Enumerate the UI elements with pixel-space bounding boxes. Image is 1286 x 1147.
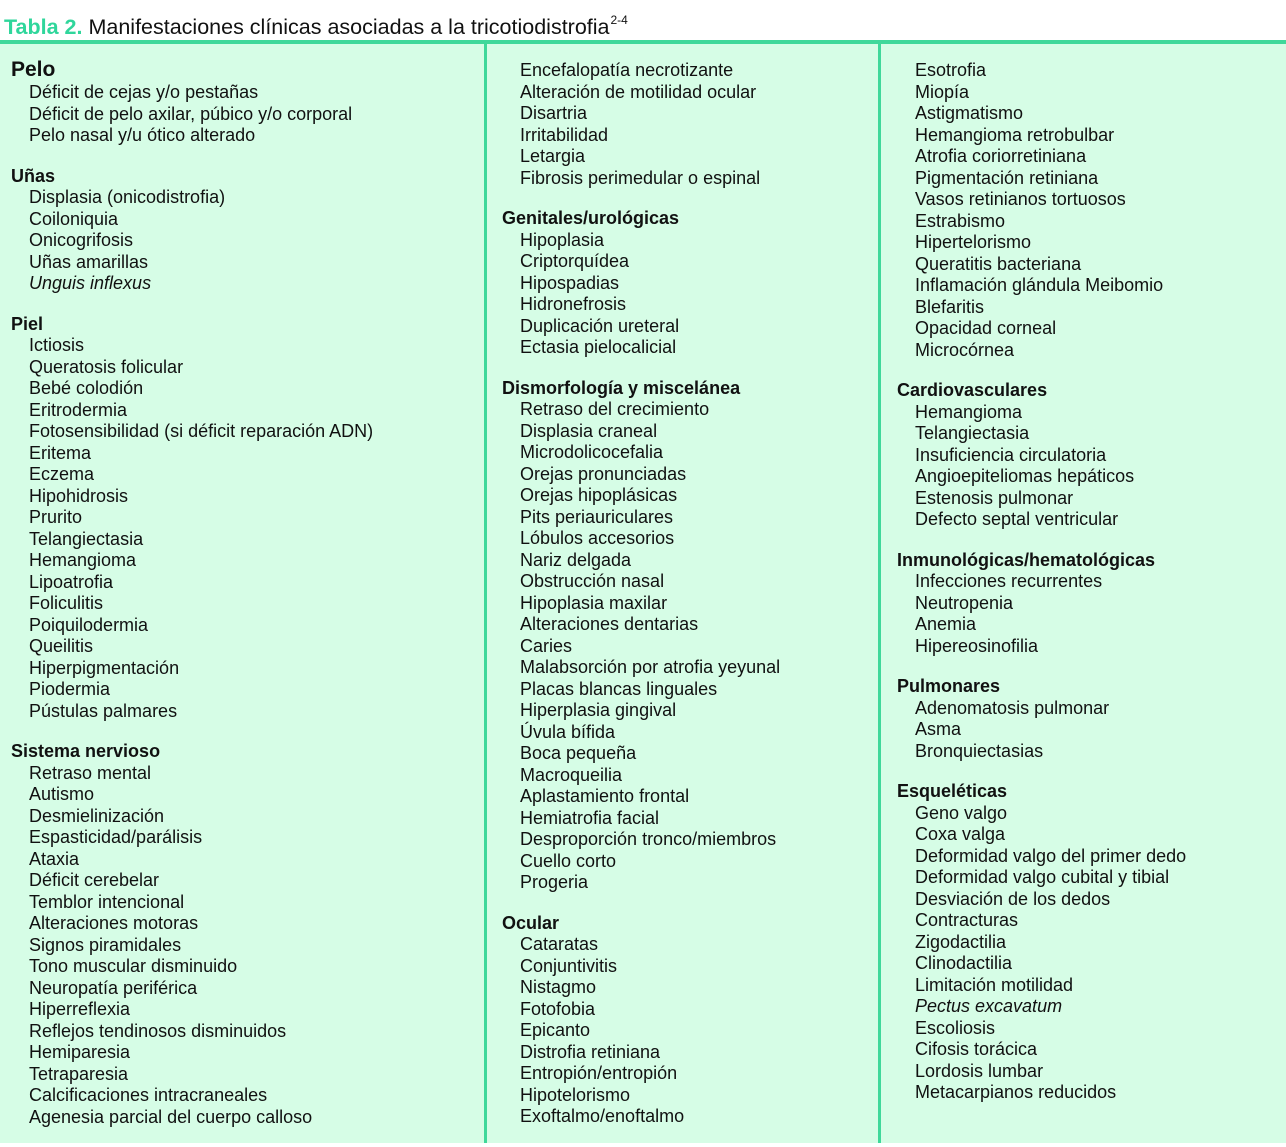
list-item: Escoliosis — [915, 1017, 996, 1038]
list-item: Cataratas — [520, 934, 599, 954]
list-item: Déficit cerebelar — [29, 870, 160, 890]
list-item: Tetraparesia — [29, 1063, 129, 1084]
list-item: Anemia — [915, 614, 977, 634]
list-item: Encefalopatía necrotizante — [520, 60, 734, 80]
list-item: Disartria — [520, 103, 588, 123]
list-item: Lordosis lumbar — [915, 1060, 1044, 1081]
list-item: Bronquiectasias — [915, 740, 1044, 761]
list-item: Queratosis folicular — [29, 356, 184, 377]
section — [11, 58, 484, 147]
list-item: Agenesia parcial del cuerpo calloso — [29, 1106, 313, 1127]
list-item: Desproporción tronco/miembros — [520, 829, 777, 849]
list-item: Clinodactilia — [915, 953, 1013, 973]
list-item: Desmielinización — [29, 805, 165, 826]
list-item: Orejas pronunciadas — [520, 463, 687, 484]
list-item: Hiperpigmentación — [29, 657, 180, 678]
list-item: Caries — [520, 635, 573, 656]
list-item: Hidronefrosis — [520, 294, 627, 314]
table-column-1 — [0, 44, 484, 1143]
list-item: Obstrucción nasal — [520, 571, 665, 591]
list-item: Hipotelorismo — [520, 1084, 631, 1105]
list-item: Vasos retinianos tortuosos — [915, 189, 1126, 209]
section — [502, 208, 878, 359]
section-items — [11, 763, 484, 1129]
list-item: Alteraciones motoras — [29, 913, 199, 933]
list-item: Hemangioma — [915, 401, 1023, 422]
list-item: Alteración de motilidad ocular — [520, 81, 757, 102]
section-items — [897, 571, 1286, 657]
section-items — [502, 399, 878, 894]
list-item: Pelo nasal y/u ótico alterado — [29, 125, 256, 145]
table-number: Tabla 2. — [4, 15, 83, 39]
list-item: Espasticidad/parálisis — [29, 827, 203, 847]
list-item: Nariz delgada — [520, 549, 632, 570]
list-item: Reflejos tendinosos disminuidos — [29, 1020, 287, 1041]
list-item: Nistagmo — [520, 977, 597, 997]
list-item: Piodermia — [29, 679, 111, 699]
list-item: Bebé colodión — [29, 378, 144, 398]
section — [11, 166, 484, 295]
list-item: Letargia — [520, 146, 586, 166]
list-item: Contracturas — [915, 910, 1019, 930]
list-item: Displasia craneal — [520, 420, 658, 441]
list-item: Geno valgo — [915, 802, 1008, 823]
list-item: Microcórnea — [915, 339, 1015, 360]
list-item: Hipoplasia maxilar — [520, 592, 668, 613]
list-item: Retraso mental — [29, 762, 152, 783]
list-item: Calcificaciones intracraneales — [29, 1085, 268, 1105]
list-item: Ataxia — [29, 848, 80, 869]
list-item: Estenosis pulmonar — [915, 487, 1074, 508]
list-item: Pigmentación retiniana — [915, 167, 1099, 188]
list-item: Ictiosis — [29, 335, 85, 355]
table-title: Manifestaciones clínicas asociadas a la tricotiodistrofia — [88, 15, 610, 39]
list-item: Microdolicocefalia — [520, 442, 664, 462]
list-item: Irritabilidad — [520, 124, 609, 145]
section — [897, 380, 1286, 531]
list-item: Telangiectasia — [29, 528, 144, 549]
section-heading: Ocular — [502, 912, 560, 933]
list-item: Eritrodermia — [29, 399, 128, 420]
list-item: Progeria — [520, 872, 589, 892]
list-item: Hemangioma retrobulbar — [915, 124, 1115, 145]
list-item: Malabsorción por atrofia yeyunal — [520, 657, 781, 677]
list-item: Hipoplasia — [520, 229, 605, 250]
list-item: Alteraciones dentarias — [520, 614, 699, 634]
table-body — [0, 40, 1286, 1143]
list-item: Conjuntivitis — [520, 955, 618, 976]
list-item: Coxa valga — [915, 824, 1006, 844]
section-heading: Piel — [11, 313, 44, 334]
list-item: Prurito — [29, 507, 83, 527]
list-item: Hemiatrofia facial — [520, 807, 660, 828]
list-item: Poiquilodermia — [29, 614, 149, 635]
list-item: Displasia (onicodistrofia) — [29, 187, 226, 207]
list-item: Telangiectasia — [915, 423, 1030, 443]
list-item: Deformidad valgo del primer dedo — [915, 845, 1187, 866]
list-item: Orejas hipoplásicas — [520, 485, 678, 505]
list-item: Epicanto — [520, 1020, 591, 1040]
list-item: Déficit de cejas y/o pestañas — [29, 82, 259, 102]
list-item: Hipohidrosis — [29, 485, 129, 506]
list-item: Úvula bífida — [520, 721, 616, 742]
section — [897, 781, 1286, 1104]
list-item: Eritema — [29, 442, 92, 463]
list-item: Hipospadias — [520, 272, 620, 293]
list-item: Duplicación ureteral — [520, 315, 680, 336]
list-item: Hemangioma — [29, 550, 137, 570]
section — [11, 741, 484, 1128]
list-item: Coiloniquia — [29, 208, 119, 229]
section-items — [11, 82, 484, 147]
list-item: Fotofobia — [520, 998, 596, 1019]
list-item: Unguis inflexus — [29, 273, 152, 293]
list-item: Neuropatía periférica — [29, 977, 198, 998]
section-items — [897, 402, 1286, 531]
section-items — [897, 698, 1286, 763]
section-heading: Inmunológicas/hematológicas — [897, 549, 1156, 570]
list-item: Eczema — [29, 464, 95, 484]
list-item: Adenomatosis pulmonar — [915, 697, 1110, 718]
list-item: Astigmatismo — [915, 103, 1024, 123]
table-column-2 — [487, 44, 878, 1143]
list-item: Onicogrifosis — [29, 230, 134, 250]
list-item: Estrabismo — [915, 210, 1006, 231]
section — [502, 60, 878, 189]
list-item: Macroqueilia — [520, 764, 623, 785]
list-item: Fotosensibilidad (si déficit reparación ADN) — [29, 421, 374, 441]
list-item: Hiperplasia gingival — [520, 700, 677, 720]
list-item: Signos piramidales — [29, 934, 182, 955]
list-item: Pústulas palmares — [29, 700, 178, 721]
section — [502, 378, 878, 894]
section-heading: Genitales/urológicas — [502, 208, 680, 228]
list-item: Fibrosis perimedular o espinal — [520, 167, 761, 188]
list-item: Miopía — [915, 81, 970, 102]
column-1-sections — [0, 58, 484, 1147]
section — [11, 314, 484, 723]
list-item: Criptorquídea — [520, 251, 630, 271]
list-item: Lóbulos accesorios — [520, 528, 675, 548]
section-items — [11, 335, 484, 722]
list-item: Desviación de los dedos — [915, 888, 1111, 909]
list-item: Zigodactilia — [915, 931, 1007, 952]
section-heading: Cardiovasculares — [897, 380, 1048, 400]
list-item: Asma — [915, 719, 962, 739]
section-items — [502, 934, 878, 1128]
list-item: Uñas amarillas — [29, 251, 149, 272]
list-item: Foliculitis — [29, 593, 104, 613]
section — [897, 550, 1286, 658]
list-item: Hipertelorismo — [915, 232, 1032, 252]
list-item: Déficit de pelo axilar, púbico y/o corporal — [29, 103, 353, 124]
list-item: Hipereosinofilia — [915, 635, 1039, 656]
list-item: Insuficiencia circulatoria — [915, 444, 1107, 465]
list-item: Blefaritis — [915, 296, 985, 317]
list-item: Queratitis bacteriana — [915, 253, 1082, 274]
section-heading: Dismorfología y miscelánea — [502, 377, 741, 398]
list-item: Exoftalmo/enoftalmo — [520, 1106, 685, 1126]
list-item: Defecto septal ventricular — [915, 509, 1119, 529]
list-item: Cifosis torácica — [915, 1039, 1038, 1059]
section-heading: Sistema nervioso — [11, 741, 161, 761]
section-items — [502, 230, 878, 359]
table-column-3 — [881, 44, 1286, 1143]
list-item: Infecciones recurrentes — [915, 571, 1103, 591]
list-item: Neutropenia — [915, 592, 1014, 613]
list-item: Hiperreflexia — [29, 999, 131, 1019]
list-item: Distrofia retiniana — [520, 1041, 661, 1062]
section-items — [897, 60, 1286, 361]
list-item: Opacidad corneal — [915, 318, 1057, 338]
list-item: Esotrofia — [915, 60, 987, 80]
section-items — [502, 60, 878, 189]
reference-superscript: 2-4 — [610, 13, 628, 27]
list-item: Autismo — [29, 784, 95, 804]
list-item: Queilitis — [29, 636, 94, 656]
section-heading: Pulmonares — [897, 676, 1001, 696]
section-items — [11, 187, 484, 295]
list-item: Temblor intencional — [29, 891, 185, 912]
list-item: Pits periauriculares — [520, 506, 674, 527]
list-item: Inflamación glándula Meibomio — [915, 275, 1164, 295]
section-heading: Esqueléticas — [897, 781, 1008, 801]
list-item: Angioepiteliomas hepáticos — [915, 466, 1135, 486]
list-item: Entropión/entropión — [520, 1063, 678, 1083]
section — [897, 676, 1286, 762]
section — [502, 913, 878, 1128]
list-item: Cuello corto — [520, 850, 617, 871]
column-2-sections — [487, 60, 878, 1147]
list-item: Atrofia coriorretiniana — [915, 146, 1087, 166]
section-heading: Uñas — [11, 165, 56, 186]
list-item: Tono muscular disminuido — [29, 956, 238, 976]
list-item: Metacarpianos reducidos — [915, 1082, 1117, 1102]
list-item: Hemiparesia — [29, 1042, 131, 1062]
list-item: Placas blancas linguales — [520, 678, 718, 699]
list-item: Aplastamiento frontal — [520, 786, 690, 806]
list-item: Limitación motilidad — [915, 974, 1074, 995]
section-items — [897, 803, 1286, 1104]
list-item: Pectus excavatum — [915, 996, 1063, 1016]
section-heading: Pelo — [11, 58, 56, 81]
list-item: Lipoatrofia — [29, 571, 114, 592]
table-caption — [0, 0, 1286, 40]
column-3-sections — [881, 60, 1286, 1123]
list-item: Ectasia pielocalicial — [520, 337, 677, 357]
list-item: Deformidad valgo cubital y tibial — [915, 867, 1170, 887]
list-item: Boca pequeña — [520, 743, 637, 763]
section — [897, 60, 1286, 361]
list-item: Retraso del crecimiento — [520, 399, 710, 419]
